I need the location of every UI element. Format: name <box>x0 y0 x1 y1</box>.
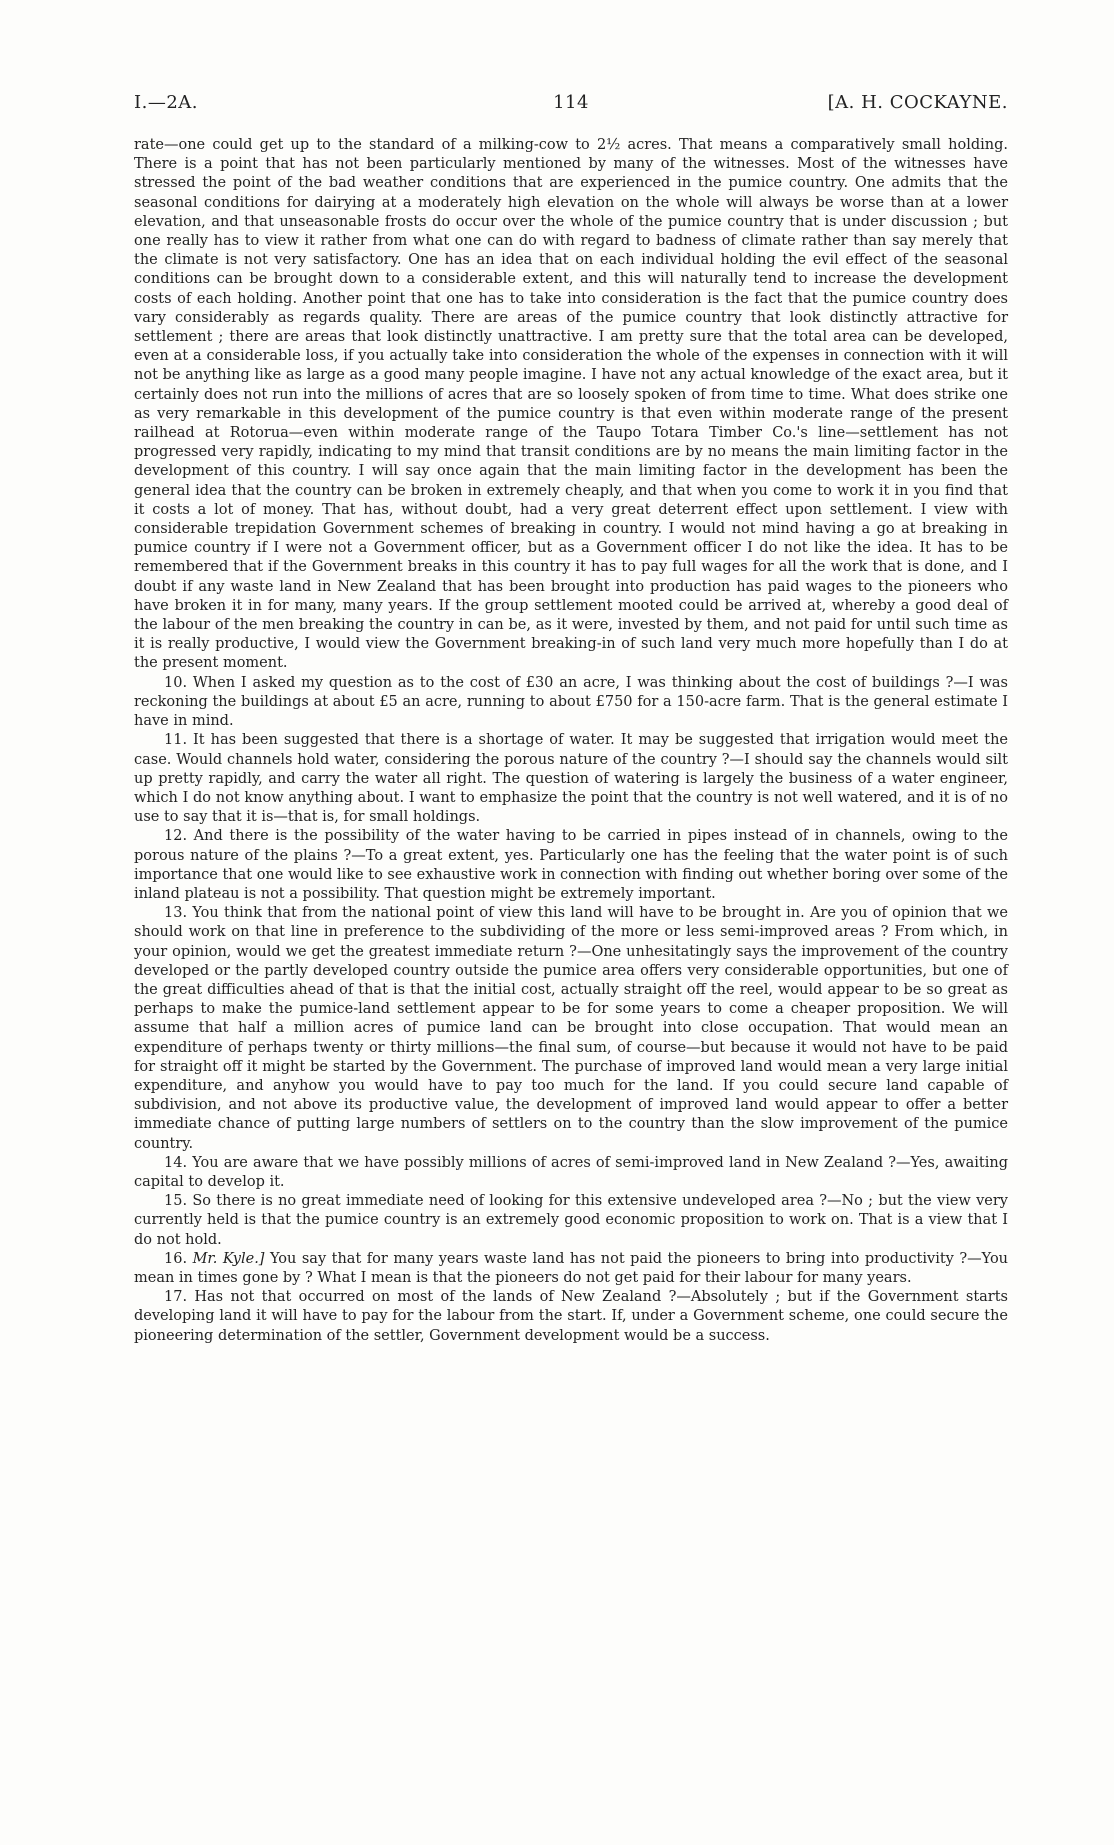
paragraph-16 <box>134 1250 1008 1288</box>
page-number: 114 <box>553 92 589 113</box>
question-number: 16. <box>164 1250 188 1267</box>
paragraph-11: 11. It has been suggested that there is a shortage of water. It may be suggested that irrigation would meet the case. Would channels hold water, considering the porous nature of the country ?—I should say the channels would silt up pretty rapidly, and carry the water all right. The question of watering is largely the business of a water engineer, which I do not know anything about. I want to emphasize the point that the country is not well watered, and it is of no use to say that it is—that is, for small holdings. <box>134 732 1008 826</box>
document-reference: I.—2A. <box>134 92 199 113</box>
speaker-name: Mr. Kyle.] <box>192 1250 265 1267</box>
page-header <box>134 92 1008 118</box>
paragraph-17: 17. Has not that occurred on most of the lands of New Zealand ?—Absolutely ; but if the Government starts developing land it will have to pay for the labour from the start. If, under a Government scheme, one could secure the pioneering determination of the settler, Government development would be a success. <box>134 1289 1008 1344</box>
paragraph-13: 13. You think that from the national point of view this land will have to be brought in. Are you of opinion that we should work on that line in preference to the subdividing of the more or less semi-improved areas ? From which, in your opinion, would we get the greatest immediate return ?—One unhesitatingly says the improvement of the country developed or the partly developed country outside the pumice area offers very considerable opportunities, but one of the great difficulties ahead of that is that the initial cost, actually straight off the reel, would appear to be so great as perhaps to make the pumice-land settlement appear to be for some years to come a cheaper proposition. We will assume that half a million acres of pumice land can be brought into close occupation. That would mean an expenditure of perhaps twenty or thirty millions—the final sum, of course—but because it would not have to be paid for straight off it might be started by the Government. The purchase of improved land would mean a very large initial expenditure, and anyhow you would have to pay too much for the land. If you could secure land capable of subdivision, and not above its productive value, the development of improved land would appear to offer a better immediate chance of putting large numbers of settlers on to the country than the slow improvement of the pumice country. <box>134 905 1008 1152</box>
paragraph-14: 14. You are aware that we have possibly millions of acres of semi-improved land in New Zealand ?—Yes, awaiting capital to develop it. <box>134 1154 1008 1190</box>
paragraph-text: You say that for many years waste land has not paid the pioneers to bring into productivity ?—You mean in times gone by ? What I mean is that the pioneers do not get paid for their labour for many years. <box>134 1250 1009 1286</box>
paragraph-15: 15. So there is no great immediate need of looking for this extensive undeveloped area ?—No ; but the view very currently held is that the pumice country is an extremely good economic proposition to work on. That is a view that I do not hold. <box>134 1193 1008 1248</box>
witness-name: [A. H. COCKAYNE. <box>827 92 1008 113</box>
document-body <box>134 136 1008 1346</box>
paragraph-12: 12. And there is the possibility of the water having to be carried in pipes instead of in channels, owing to the porous nature of the plains ?—To a great extent, yes. Particularly one has the feeling that the water point is of such importance that one would like to see exhaustive work in connection with finding out whether boring over some of the inland plateau is not a possibility. That question might be extremely important. <box>134 828 1008 902</box>
paragraph-10: 10. When I asked my question as to the cost of £30 an acre, I was thinking about the cost of buildings ?—I was reckoning the buildings at about £5 an acre, running to about £750 for a 150-acre farm. That is the general estimate I have in mind. <box>134 674 1008 730</box>
paragraph-continuation: rate—one could get up to the standard of a milking-cow to 2½ acres. That means a comparatively small holding. There is a point that has not been particularly mentioned by many of the witnesses. Most of the witnesses have stressed the point of the bad weather conditions that are experienced in the pumice country. One admits that the seasonal conditions for dairying at a moderately high elevation on the whole will always be worse than at a lower elevation, and that unseasonable frosts do occur over the whole of the pumice country that is under discussion ; but one really has to view it rather from what one can do with regard to badness of climate rather than say merely that the climate is not very satisfactory. One has an idea that on each individual holding the evil effect of the seasonal conditions can be brought down to a considerable extent, and this will naturally tend to increase the development costs of each holding. Another point that one has to take into consideration is the fact that the pumice country does vary considerably as regards quality. There are areas of the pumice country that look distinctly attractive for settlement ; there are areas that look distinctly unattractive. I am pretty sure that the total area can be developed, even at a considerable loss, if you actually take into consideration the whole of the expenses in connection with it will not be anything like as large as a good many people imagine. I have not any actual knowledge of the exact area, but it certainly does not run into the millions of acres that are so loosely spoken of from time to time. What does strike one as very remarkable in this development of the pumice country is that even within moderate range of the present railhead at Rotorua—even within moderate range of the Taupo Totara Timber Co.'s line—settlement has not progressed very rapidly, indicating to my mind that transit conditions are by no means the main limiting factor in the development of this country. I will say once again that the main limiting factor in the development has been the general idea that the country can be broken in extremely cheaply, and that when you come to work it in you find that it costs a lot of money. That has, without doubt, had a very great deterrent effect upon settlement. I view with considerable trepidation Government schemes of breaking in country. I would not mind having a go at breaking in pumice country if I were not a Government officer, but as a Government officer I do not like the idea. It has to be remembered that if the Government breaks in this country it has to pay full wages for all the work that is done, and I doubt if any waste land in New Zealand that has been brought into production has paid wages to the pioneers who have broken it in for many, many years. If the group settlement mooted could be arrived at, whereby a good deal of the labour of the men breaking the country in can be, as it were, invested by them, and not paid for until such time as it is really productive, I would view the Government breaking-in of such land very much more hopefully than I do at the present moment. <box>134 137 1008 672</box>
